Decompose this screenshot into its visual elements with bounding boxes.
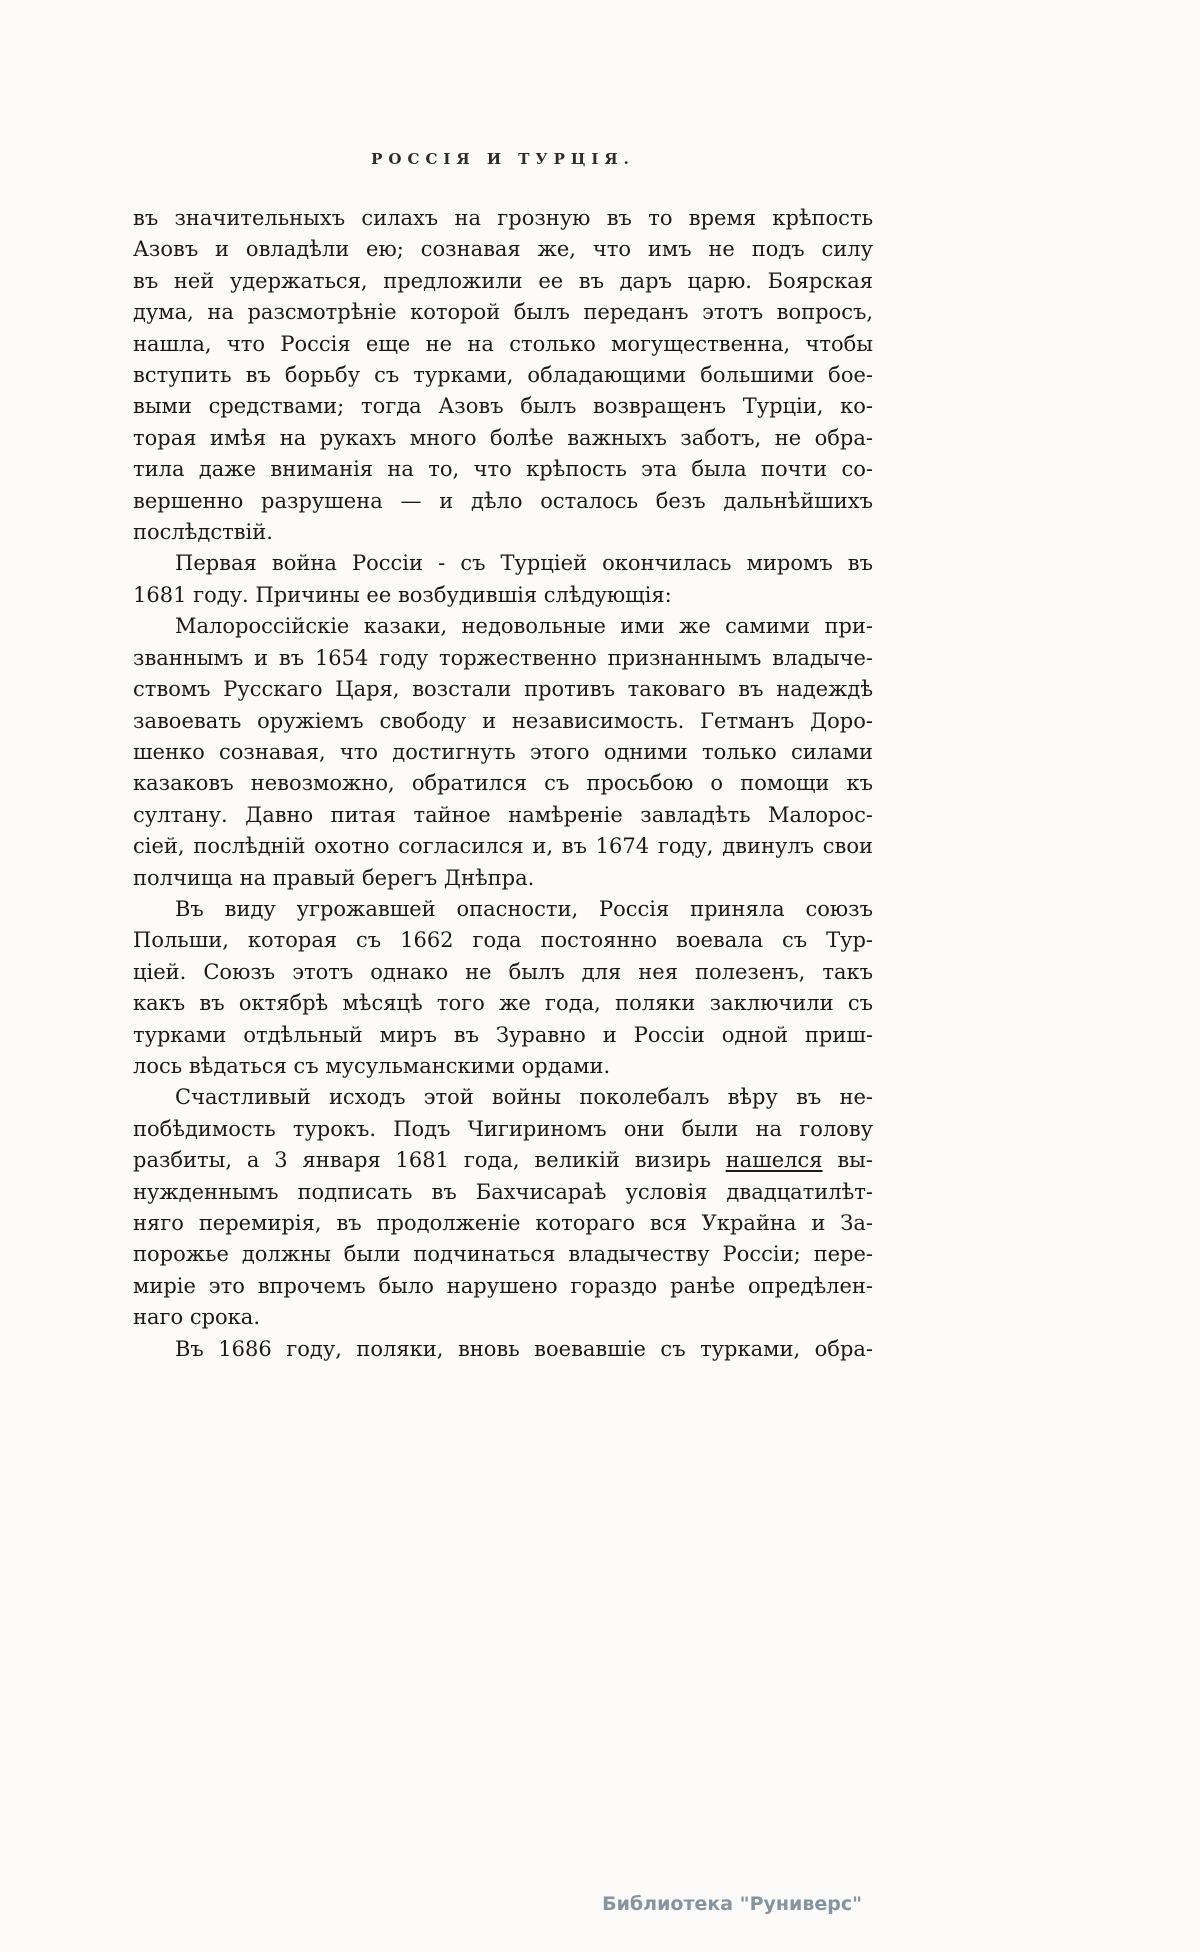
text-line: шенко сознавая, что достигнуть этого одними только силами (133, 739, 873, 764)
text-line: разбиты, а 3 января 1681 года, великій визирь нашелся вы- (133, 1148, 873, 1173)
text-line: полчища на правый берегъ Днѣпра. (133, 865, 535, 890)
text-line: Азовъ и овладѣли ею; сознавая же, что имъ не подъ силу (133, 237, 873, 262)
text-line: дума, на разсмотрѣніе которой былъ переданъ этотъ вопросъ, (133, 300, 873, 325)
text-line: наго срока. (133, 1305, 261, 1330)
text-line: Польши, которая съ 1662 года постоянно воевала съ Тур- (133, 928, 873, 953)
text-line: послѣдствій. (133, 520, 273, 545)
page-header: РОССІЯ И ТУРЦІЯ. (371, 150, 635, 168)
text-line: въ ней удержаться, предложили ее въ даръ царю. Боярская (133, 268, 873, 293)
text-line: завоевать оружіемъ свободу и независимость. Гетманъ Доро- (133, 708, 873, 733)
text-line: 1681 году. Причины ее возбудившія слѣдующія: (133, 582, 672, 607)
text-line: выми средствами; тогда Азовъ былъ возвращенъ Турціи, ко- (133, 394, 873, 419)
text-line: ствомъ Русскаго Царя, возстали противъ таковаго въ надеждѣ (133, 677, 873, 702)
text-line: турками отдѣльный миръ въ Зуравно и Россіи одной приш- (133, 1022, 873, 1047)
text-line: званнымъ и въ 1654 году торжественно признаннымъ владыче- (133, 645, 873, 670)
text-line: побѣдимость турокъ. Подъ Чигириномъ они были на голову (133, 1116, 873, 1141)
text-line: казаковъ невозможно, обратился съ просьбою о помощи къ (133, 771, 873, 796)
text-line: вступить въ борьбу съ турками, обладающими большими бое- (133, 363, 873, 388)
text-line: порожье должны были подчинаться владычеству Россіи; пере- (133, 1242, 873, 1267)
text-line: султану. Давно питая тайное намѣреніе завладѣть Малорос- (133, 802, 873, 827)
text-line: Въ виду угрожавшей опасности, Россія приняла союзъ (175, 896, 873, 921)
text-line: ціей. Союзъ этотъ однако не былъ для нея полезенъ, такъ (133, 959, 873, 984)
text-line: какъ въ октябрѣ мѣсяцѣ того же года, поляки заключили съ (133, 991, 873, 1016)
text-line: нашла, что Россія еще не на столько могущественна, чтобы (133, 331, 873, 356)
text-line: Въ 1686 году, поляки, вновь воевавшіе съ турками, обра- (175, 1336, 873, 1361)
text-line: миріе это впрочемъ было нарушено гораздо ранѣе опредѣлен- (133, 1273, 873, 1298)
text-line: тила даже вниманія на то, что крѣпость эта была почти со- (133, 457, 873, 482)
text-block (133, 203, 873, 1365)
text-line: сіей, послѣдній охотно согласился и, въ 1674 году, двинулъ свои (133, 834, 873, 859)
text-line: Счастливый исходъ этой войны поколебалъ вѣру въ не- (175, 1085, 873, 1110)
library-watermark: Библиотека "Руниверс" (602, 1893, 862, 1915)
text-line: нужденнымъ подписать въ Бахчисараѣ условія двадцатилѣт- (133, 1179, 873, 1204)
text-line: торая имѣя на рукахъ много болѣе важныхъ заботъ, не обра- (133, 425, 873, 450)
text-line: въ значительныхъ силахъ на грозную въ то время крѣпость (133, 206, 873, 230)
text-line: Первая война Россіи - съ Турціей окончилась миромъ въ (175, 551, 873, 576)
underlined-word: нашелся (725, 1148, 823, 1173)
text-line: Малороссійскіе казаки, недовольные ими же самими при- (175, 614, 873, 639)
text-line: лось вѣдаться съ мусульманскими ордами. (133, 1053, 611, 1078)
text-line: вершенно разрушена — и дѣло осталось безъ дальнѣйшихъ (133, 488, 873, 513)
text-line: няго перемирія, въ продолженіе котораго вся Украйна и За- (133, 1211, 873, 1235)
